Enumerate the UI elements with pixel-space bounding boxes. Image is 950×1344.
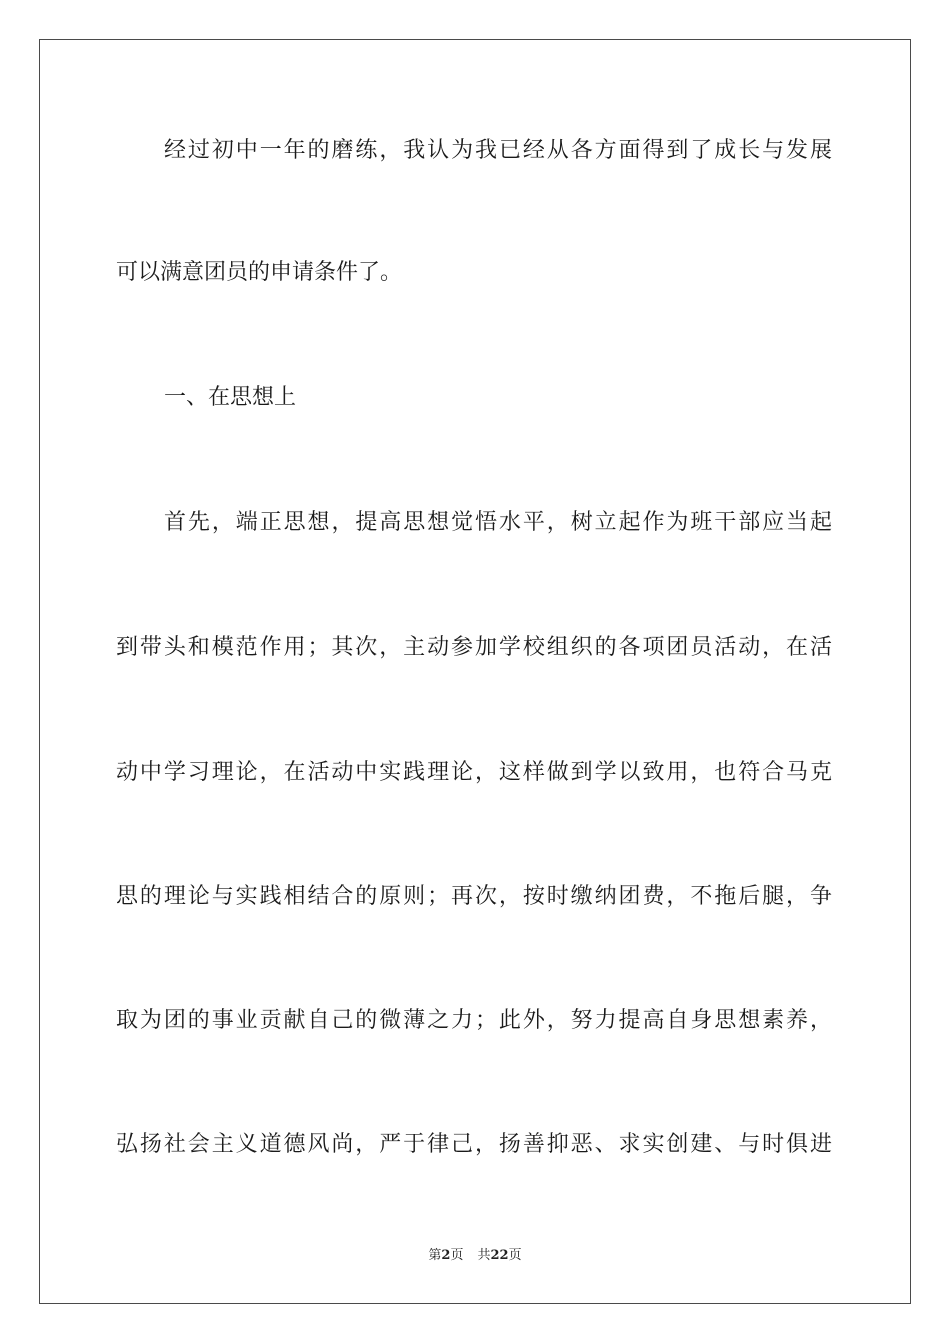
page-prefix: 第	[428, 1248, 442, 1263]
paragraph-line-6: 思的理论与实践相结合的原则；再次，按时缴纳团费，不拖后腿，争	[116, 884, 832, 909]
paragraph-line-3: 首先，端正思想，提高思想觉悟水平，树立起作为班干部应当起	[164, 510, 832, 535]
page-number: 2	[441, 1248, 451, 1263]
paragraph-line-7: 取为团的事业贡献自己的微薄之力；此外，努力提高自身思想素养，	[116, 1008, 832, 1033]
paragraph-line-8: 弘扬社会主义道德风尚，严于律己，扬善抑恶、求实创建、与时俱进	[116, 1132, 832, 1157]
paragraph-line-2: 可以满意团员的申请条件了。	[116, 260, 403, 285]
paragraph-line-4: 到带头和模范作用；其次，主动参加学校组织的各项团员活动，在活	[116, 635, 832, 660]
page-footer	[0, 1247, 950, 1265]
page-border	[39, 39, 911, 1304]
total-prefix: 共	[477, 1248, 491, 1263]
total-suffix: 页	[508, 1248, 522, 1263]
paragraph-line-1: 经过初中一年的磨练，我认为我已经从各方面得到了成长与发展	[164, 138, 832, 163]
section-heading: 一、在思想上	[164, 385, 297, 410]
page-suffix: 页	[450, 1248, 464, 1263]
paragraph-line-5: 动中学习理论，在活动中实践理论，这样做到学以致用，也符合马克	[116, 760, 832, 785]
total-pages: 22	[490, 1248, 509, 1263]
